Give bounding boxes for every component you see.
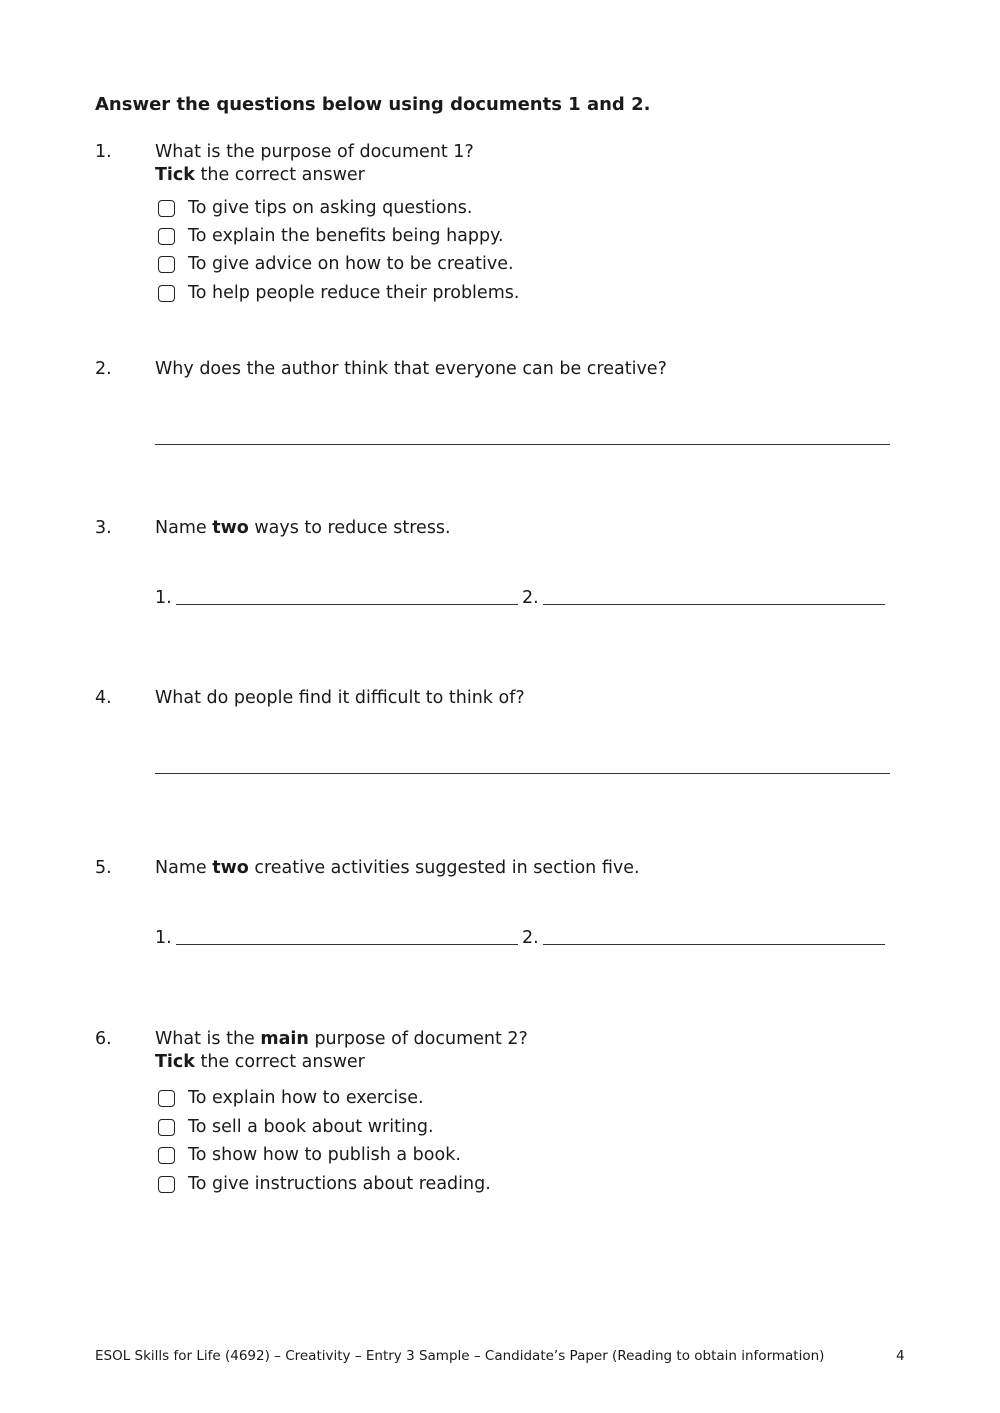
answer-line-q3-1[interactable] <box>176 604 518 605</box>
question-1-number: 1. <box>95 142 112 162</box>
option-label: To explain the benefits being happy. <box>188 226 504 246</box>
question-6-option <box>158 1145 461 1165</box>
question-6-tick-instruction: Tick the correct answer <box>155 1052 365 1072</box>
checkbox[interactable] <box>158 1090 175 1107</box>
answer-label-2: 2. <box>522 928 539 948</box>
option-label: To sell a book about writing. <box>188 1117 434 1137</box>
checkbox[interactable] <box>158 1147 175 1164</box>
answer-label-2: 2. <box>522 588 539 608</box>
option-label: To give advice on how to be creative. <box>188 254 514 274</box>
checkbox[interactable] <box>158 200 175 217</box>
option-label: To explain how to exercise. <box>188 1088 424 1108</box>
checkbox[interactable] <box>158 285 175 302</box>
answer-line-q3-2[interactable] <box>543 604 885 605</box>
question-1-option <box>158 254 514 274</box>
checkbox[interactable] <box>158 1176 175 1193</box>
question-4-text: What do people find it difficult to think of? <box>155 688 525 708</box>
answer-line-q5-1[interactable] <box>176 944 518 945</box>
option-label: To show how to publish a book. <box>188 1145 461 1165</box>
question-6-option <box>158 1088 424 1108</box>
question-6-option <box>158 1117 434 1137</box>
question-1-text: What is the purpose of document 1? <box>155 142 474 162</box>
question-4-number: 4. <box>95 688 112 708</box>
answer-label-1: 1. <box>155 928 172 948</box>
question-3-text: Name two ways to reduce stress. <box>155 518 451 538</box>
question-2-number: 2. <box>95 359 112 379</box>
option-label: To give instructions about reading. <box>188 1174 491 1194</box>
answer-line-q5-2[interactable] <box>543 944 885 945</box>
answer-label-1: 1. <box>155 588 172 608</box>
question-6-text: What is the main purpose of document 2? <box>155 1029 528 1049</box>
question-3-number: 3. <box>95 518 112 538</box>
checkbox[interactable] <box>158 228 175 245</box>
page-footer: ESOL Skills for Life (4692) – Creativity – Entry 3 Sample – Candidate’s Paper (Reading to obtain information) <box>95 1348 825 1364</box>
question-6-number: 6. <box>95 1029 112 1049</box>
option-label: To help people reduce their problems. <box>188 283 520 303</box>
question-1-tick-instruction: Tick the correct answer <box>155 165 365 185</box>
page-number: 4 <box>896 1348 905 1364</box>
checkbox[interactable] <box>158 1119 175 1136</box>
question-1-option <box>158 198 472 218</box>
question-6-option <box>158 1174 491 1194</box>
question-1-option <box>158 226 504 246</box>
option-label: To give tips on asking questions. <box>188 198 473 218</box>
answer-line-q2[interactable] <box>155 444 890 445</box>
question-2-text: Why does the author think that everyone can be creative? <box>155 359 667 379</box>
question-5-number: 5. <box>95 858 112 878</box>
answer-line-q4[interactable] <box>155 773 890 774</box>
instructions-heading: Answer the questions below using documents 1 and 2. <box>95 94 651 115</box>
checkbox[interactable] <box>158 256 175 273</box>
question-1-option <box>158 283 519 303</box>
question-5-text: Name two creative activities suggested in section five. <box>155 858 640 878</box>
